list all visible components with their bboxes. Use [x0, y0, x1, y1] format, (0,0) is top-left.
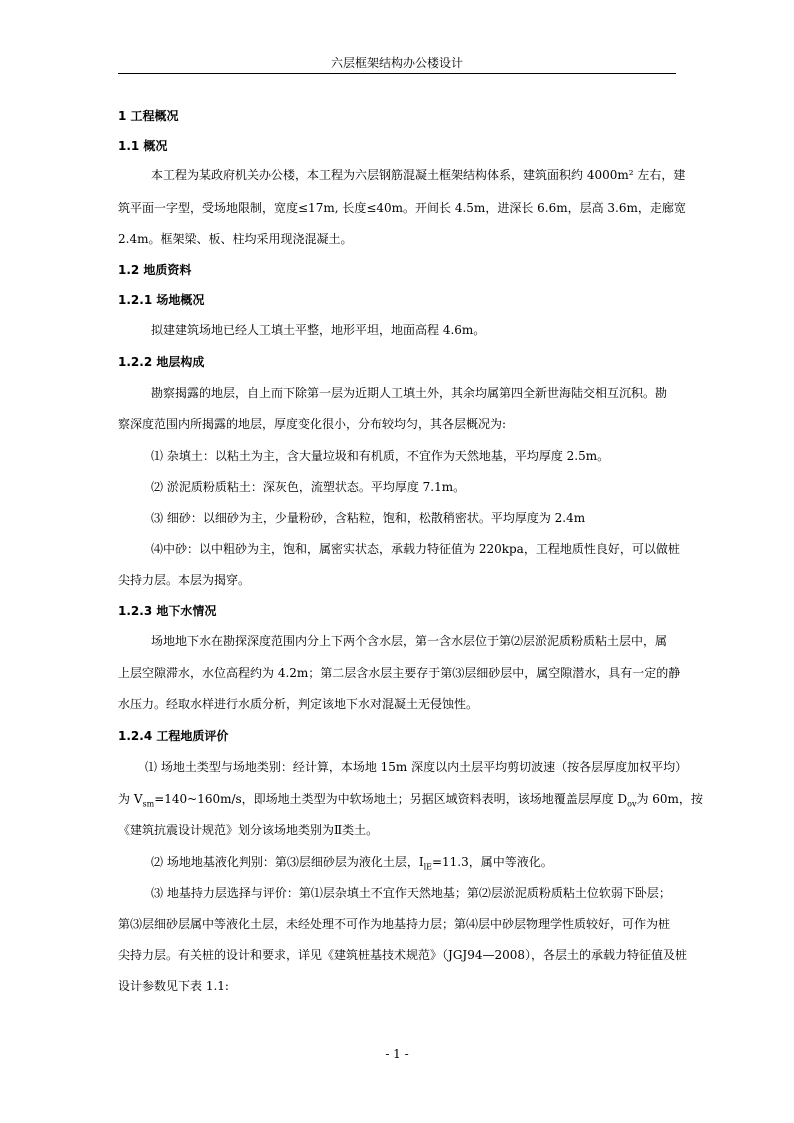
text-run: =140~160m/s，即场地土类型为中软场地土；另据区域资料表明，该场地覆盖层厚度 D: [154, 792, 628, 806]
stratum-item-2: ⑵ 淤泥质粉质粘土：深灰色，流塑状态。平均厚度 7.1m。: [151, 480, 466, 494]
heading-1-1: 1.1 概况: [118, 139, 168, 153]
stratum-item-3: ⑶ 细砂：以细砂为主，少量粉砂，含粘粒，饱和，松散稍密状。平均厚度为 2.4m: [151, 511, 586, 525]
paragraph-line: 尖持力层。本层为揭穿。: [118, 573, 251, 587]
subscript: ov: [627, 799, 637, 809]
subscript: sm: [142, 799, 155, 809]
paragraph-line: 筑平面一字型，受场地限制，宽度≤17m, 长度≤40m。开间长 4.5m，进深长 6.6m，层高 3.6m，走廊宽: [118, 201, 686, 215]
stratum-item-1: ⑴ 杂填土：以粘土为主，含大量垃圾和有机质，不宜作为天然地基，平均厚度 2.5m。: [151, 449, 610, 463]
page-number: - 1 -: [385, 1047, 409, 1061]
paragraph-line: 勘察揭露的地层，自上而下除第一层为近期人工填土外，其余均属第四全新世海陆交相互沉积。勘: [151, 386, 668, 400]
paragraph-line: 上层空隙滞水，水位高程约为 4.2m；第二层含水层主要存于第⑶层细砂层中，属空隙潜水，具有一定的静: [118, 666, 681, 680]
paragraph-line: 第⑶层细砂层属中等液化土层，未经处理不可作为地基持力层；第⑷层中砂层物理学性质较好，可作为桩: [118, 917, 671, 931]
stratum-item-4: ⑷中砂：以中粗砂为主，饱和，属密实状态，承载力特征值为 220kpa，工程地质性良好，可以做桩: [151, 542, 680, 556]
paragraph-line: 本工程为某政府机关办公楼，本工程为六层钢筋混凝土框架结构体系，建筑面积约 4000m² 左右，建: [151, 168, 686, 182]
paragraph-line: 察深度范围内所揭露的地层，厚度变化很小，分布较均匀，其各层概况为:: [118, 417, 507, 431]
heading-1-2: 1.2 地质资料: [118, 263, 192, 277]
text-run: ⑵ 场地地基液化判别：第⑶层细砂层为液化土层，I: [151, 855, 424, 869]
paragraph-line: 水压力。经取水样进行水质分析，判定该地下水对混凝土无侵蚀性。: [118, 697, 479, 711]
text-run: =11.3，属中等液化。: [431, 855, 553, 869]
paragraph-line: [118, 791, 703, 809]
paragraph-line: 场地地下水在勘探深度范围内分上下两个含水层，第一含水层位于第⑵层淤泥质粉质粘土层中，属: [151, 634, 668, 648]
paragraph-line: 尖持力层。有关桩的设计和要求，详见《建筑桩基技术规范》（JGJ94—2008），各层土的承载力特征值及桩: [118, 948, 688, 962]
evaluation-item-1: ⑴ 场地土类型与场地类别：经计算，本场地 15m 深度以内土层平均剪切波速（按各层厚度加权平均）: [145, 760, 688, 774]
evaluation-item-3: ⑶ 地基持力层选择与评价：第⑴层杂填土不宜作天然地基；第⑵层淤泥质粉质粘土位软弱下卧层；: [151, 886, 671, 900]
paragraph-line: 《建筑抗震设计规范》划分该场地类别为Ⅱ类土。: [118, 823, 379, 837]
paragraph-line: 拟建建筑场地已经人工填土平整，地形平坦，地面高程 4.6m。: [151, 323, 486, 337]
heading-1-2-1: 1.2.1 场地概况: [118, 293, 205, 307]
subscript: lE: [423, 862, 432, 872]
paragraph-line: 2.4m。框架梁、板、柱均采用现浇混凝土。: [118, 232, 353, 246]
evaluation-item-2: [118, 854, 709, 870]
text-run: 为 V: [118, 792, 143, 806]
heading-1-2-4: 1.2.4 工程地质评价: [118, 729, 229, 743]
running-header: 六层框架结构办公楼设计: [330, 56, 463, 70]
text-run: 为 60m，按: [636, 792, 703, 806]
paragraph-line: 设计参数见下表 1.1:: [118, 979, 229, 993]
heading-1: 1 工程概况: [118, 109, 179, 123]
heading-1-2-3: 1.2.3 地下水情况: [118, 604, 217, 618]
header-rule: [118, 73, 676, 74]
heading-1-2-2: 1.2.2 地层构成: [118, 355, 205, 369]
